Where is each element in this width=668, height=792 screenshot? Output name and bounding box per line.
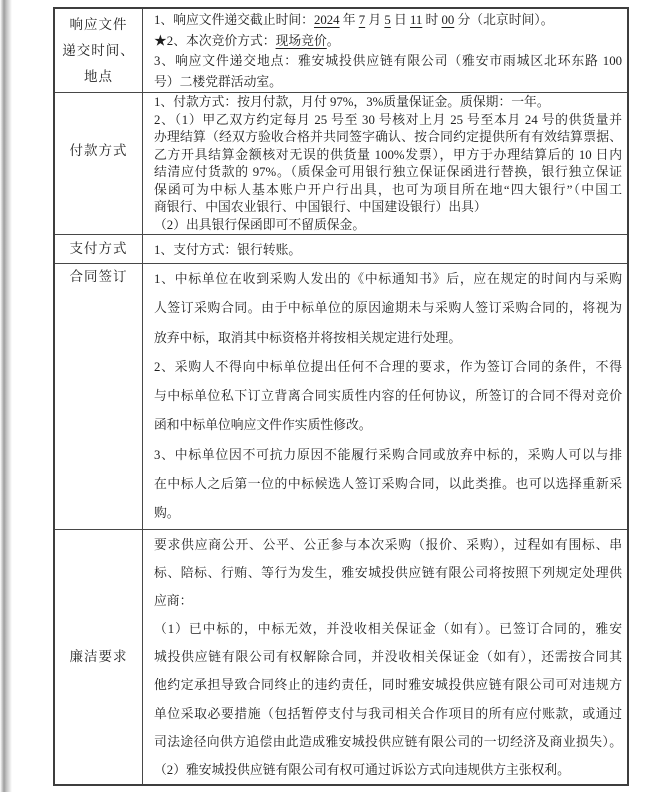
text-segment: 办理结算（经双方验收合格并共同签字确认、按合同约定提供所有有效结算票据、 (154, 130, 622, 144)
row-label-text: 递交时间、 (62, 42, 135, 58)
row-content-contract-signing (143, 264, 627, 529)
text-segment: 号）二楼党群活动室。 (154, 74, 282, 89)
procurement-terms-table (53, 7, 629, 786)
row-label-payment-terms (55, 93, 143, 234)
text-segment: 结清应付货款的 97%。（质保金可用银行独立保证保函进行替换，银行独立保证 (154, 165, 622, 179)
text-line (154, 559, 622, 587)
underlined-value: 现场竞价 (275, 33, 327, 48)
text-line (154, 353, 622, 382)
text-line (154, 112, 622, 130)
underlined-value: 2024 (313, 13, 340, 27)
row-label-text: 付款方式 (69, 142, 128, 158)
text-segment: （2）雅安城投供应链有限公司有权可通过诉讼方式向违规供方主张权利。 (154, 762, 570, 777)
table-row-submission-time-location (55, 9, 627, 92)
text-segment: 乙方开具结算金额核对无误的供货量 100%发票），甲方于办理结算后的 10 日内 (154, 147, 622, 162)
text-segment: 1、支付方式：银行转账。 (154, 242, 302, 257)
row-content-payment-method (143, 235, 627, 263)
text-segment: 月 (365, 13, 385, 27)
row-label-payment-method (55, 235, 143, 263)
text-line (154, 94, 622, 112)
text-segment: 2、采购人不得向中标单位提出任何不合理的要求，作为签订合同的条件，不得 (154, 359, 622, 374)
text-line (154, 31, 622, 52)
text-line (154, 615, 622, 643)
text-line (154, 756, 622, 784)
table-row-payment-method (55, 234, 627, 263)
text-segment: （1）已中标的，中标无效，并没收相关保证金（如有）。已签订合同的，雅安 (154, 622, 622, 637)
row-label-text: 响应文件 (69, 16, 128, 32)
text-segment: 。 (326, 33, 340, 48)
text-segment: 时 (422, 13, 442, 27)
row-content-payment-terms (143, 93, 627, 234)
text-segment: 2、（1）甲乙双方约定每月 25 号至 30 号核对上月 25 号至本月 24 号的供货量并 (154, 112, 622, 127)
text-line (154, 728, 622, 756)
underlined-value: 5 (384, 13, 391, 27)
row-label-text: 地点 (84, 68, 113, 84)
row-label-contract-signing (55, 264, 143, 529)
text-line (154, 411, 622, 440)
row-label-text: 合同签订 (69, 269, 128, 284)
text-segment: 1、中标单位在收到采购人发出的《中标通知书》后，应在规定的时间内与采购 (154, 272, 622, 286)
text-line (154, 199, 622, 217)
text-segment: 单位采取必要措施（包括暂停支付与我司相关合作项目的所有应付账款，或通过 (154, 706, 622, 721)
text-segment: 分（北京时间）。 (454, 13, 554, 27)
text-line (154, 217, 622, 235)
text-segment: 3、响应文件递交地点：雅安城投供应链有限公司（雅安市雨城区北环东路 100 (154, 54, 622, 68)
text-segment: 要求供应商公开、公平、公正参与本次采购（报价、采购），过程如有围标、串 (154, 538, 622, 552)
text-line (154, 10, 622, 31)
underlined-value: 11 (409, 13, 423, 27)
text-line (154, 147, 622, 165)
text-segment: 司法途径向供方追偿由此造成雅安城投供应链有限公司的一切经济及商业损失）。 (154, 734, 622, 749)
text-line (154, 182, 622, 200)
text-segment: 3、中标单位因不可抗力原因不能履行采购合同或放弃中标的，采购人可以与排 (154, 447, 622, 462)
text-line (154, 671, 622, 699)
row-label-text: 支付方式 (69, 241, 128, 256)
text-line (154, 51, 622, 72)
text-segment: ★2、本次竞价方式： (154, 33, 276, 48)
row-content-integrity-requirements (143, 530, 627, 784)
text-segment: 保函可为中标人基本账户开户行出具，也可为项目所在地“四大银行”（中国工 (154, 182, 622, 197)
text-line (154, 587, 622, 615)
table-row-contract-signing (55, 263, 627, 529)
text-line (154, 72, 622, 93)
text-line (154, 382, 622, 411)
text-segment: 城投供应链有限公司有权解除合同，并没收相关保证金（如有），还需按合同其 (154, 650, 622, 665)
text-line (154, 700, 622, 728)
text-segment: 日 (390, 13, 410, 27)
text-segment: 标、陪标、行贿、等行为发生，雅安城投供应链有限公司将按照下列规定处理供 (154, 566, 622, 581)
table-row-payment-terms (55, 92, 627, 234)
text-segment: 1、付款方式：按月付款，月付 97%，3%质量保证金。质保期：一年。 (154, 95, 550, 109)
row-content-submission-time-location (143, 9, 627, 92)
text-segment: （2）出具银行保函即可不留质保金。 (154, 217, 366, 232)
text-segment: 购。 (154, 506, 180, 521)
text-line (154, 129, 622, 147)
text-line (154, 531, 622, 559)
underlined-value: 00 (441, 13, 455, 27)
text-line (154, 164, 622, 182)
text-segment: 应商： (154, 594, 193, 609)
text-line (154, 470, 622, 499)
text-line (154, 324, 622, 353)
text-line (154, 441, 622, 470)
text-line (154, 499, 622, 528)
text-line (154, 294, 622, 323)
text-segment: 商银行、中国农业银行、中国银行、中国建设银行）出具） (154, 200, 487, 214)
text-line (154, 241, 622, 259)
text-segment: 在中标人之后第一位的中标候选人签订采购合同，以此类推。也可以选择重新采 (154, 477, 622, 492)
text-segment: 函和中标单位响应文件作实质性修改。 (154, 418, 372, 433)
page-scan-edge (0, 0, 12, 792)
row-label-text: 廉洁要求 (69, 649, 128, 664)
underlined-value: 7 (358, 13, 366, 27)
text-segment: 年 (339, 13, 359, 27)
text-segment: 与中标单位私下订立背离合同实质性内容的任何协议，所签订的合同不得对竞价 (154, 389, 622, 404)
table-row-integrity-requirements (55, 529, 627, 784)
text-segment: 1、响应文件递交截止时间： (154, 13, 314, 27)
text-segment: 放弃中标，取消其中标资格并将按相关规定进行处理。 (154, 330, 462, 345)
text-segment: 人签订采购合同。由于中标单位的原因逾期未与采购人签订采购合同的，将视为 (154, 301, 622, 316)
row-label-integrity-requirements (55, 530, 143, 784)
text-line (154, 643, 622, 671)
text-line (154, 265, 622, 294)
row-label-submission-time-location (55, 9, 143, 92)
text-segment: 他约定承担导致合同终止的违约责任，同时雅安城投供应链有限公司可对违规方 (154, 678, 622, 693)
